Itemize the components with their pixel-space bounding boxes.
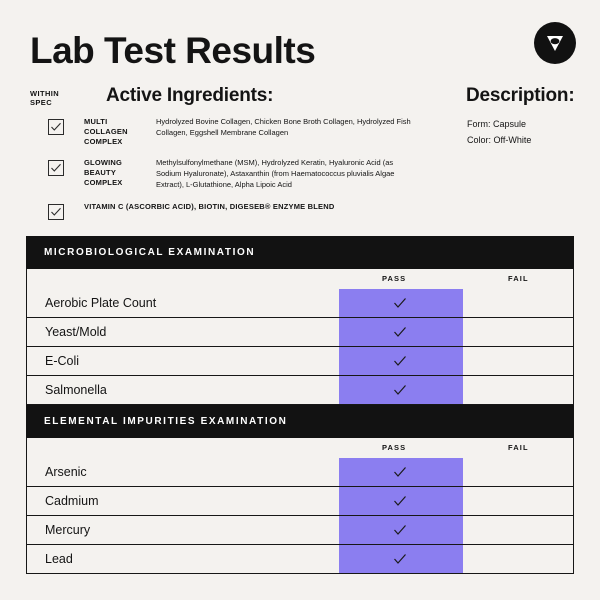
table-row bbox=[27, 458, 573, 487]
microbiological-table bbox=[26, 236, 574, 405]
brand-v-triangle-icon bbox=[534, 22, 576, 64]
ingredient-list bbox=[26, 117, 446, 231]
check-icon bbox=[393, 552, 407, 571]
table-row bbox=[27, 347, 573, 376]
description-details bbox=[467, 117, 531, 149]
column-header-fail: FAIL bbox=[508, 274, 529, 283]
table-row bbox=[27, 318, 573, 347]
check-icon bbox=[393, 354, 407, 373]
ingredient-name: MULTI COLLAGEN COMPLEX bbox=[84, 116, 128, 147]
upper-section bbox=[26, 85, 574, 225]
check-icon bbox=[393, 523, 407, 542]
description-color: Color: Off-White bbox=[467, 134, 532, 145]
test-name: Yeast/Mold bbox=[45, 325, 107, 339]
table-body bbox=[26, 289, 574, 405]
column-header-pass: PASS bbox=[382, 443, 407, 452]
table-row bbox=[27, 289, 573, 318]
ingredient-detail: Hydrolyzed Bovine Collagen, Chicken Bone Broth Collagen, Hydrolyzed Fish Collagen, Eggshell Membrane Collagen bbox=[156, 116, 411, 137]
check-icon bbox=[393, 494, 407, 513]
description-form: Form: Capsule bbox=[467, 118, 527, 129]
results-tables bbox=[26, 236, 574, 574]
test-name: Lead bbox=[45, 552, 73, 566]
ingredient-name: GLOWING BEAUTY COMPLEX bbox=[84, 158, 123, 188]
column-header-fail: FAIL bbox=[508, 443, 529, 452]
table-column-headers bbox=[26, 438, 574, 458]
check-icon bbox=[393, 465, 407, 484]
list-item bbox=[26, 117, 446, 147]
within-spec-label: WITHIN SPEC bbox=[30, 88, 60, 108]
elemental-impurities-table bbox=[26, 405, 574, 574]
test-name: E-Coli bbox=[45, 354, 80, 368]
test-name: Arsenic bbox=[45, 465, 87, 479]
list-item bbox=[26, 158, 446, 191]
active-ingredients-heading: Active Ingredients: bbox=[106, 84, 274, 106]
checkbox-icon[interactable] bbox=[48, 204, 64, 220]
list-item bbox=[26, 202, 446, 220]
ingredient-name: VITAMIN C (ASCORBIC ACID), BIOTIN, DIGESEB® ENZYME BLEND bbox=[84, 201, 335, 211]
check-icon bbox=[393, 383, 407, 402]
page-title: Lab Test Results bbox=[30, 30, 316, 71]
test-name: Mercury bbox=[45, 523, 91, 537]
ingredient-detail: Methylsulfonylmethane (MSM), Hydrolyzed Keratin, Hyaluronic Acid (as Sodium Hyaluronate), Astaxanthin (from Haematococcus pluvialis Algae Extract), L-Glutathione, Alpha Lipoic Acid bbox=[156, 158, 395, 189]
table-row bbox=[27, 545, 573, 573]
table-band-title: ELEMENTAL IMPURITIES EXAMINATION bbox=[26, 405, 574, 438]
table-row bbox=[27, 487, 573, 516]
column-header-pass: PASS bbox=[382, 274, 407, 283]
check-icon bbox=[393, 296, 407, 315]
table-column-headers bbox=[26, 269, 574, 289]
table-body bbox=[26, 458, 574, 574]
check-icon bbox=[393, 325, 407, 344]
checkbox-icon[interactable] bbox=[48, 119, 64, 135]
table-band-title: MICROBIOLOGICAL EXAMINATION bbox=[26, 236, 574, 269]
test-name: Salmonella bbox=[45, 383, 107, 397]
checkbox-icon[interactable] bbox=[48, 160, 64, 176]
table-row bbox=[27, 516, 573, 545]
description-heading: Description: bbox=[466, 84, 575, 106]
test-name: Aerobic Plate Count bbox=[45, 296, 157, 310]
test-name: Cadmium bbox=[45, 494, 99, 508]
table-row bbox=[27, 376, 573, 404]
